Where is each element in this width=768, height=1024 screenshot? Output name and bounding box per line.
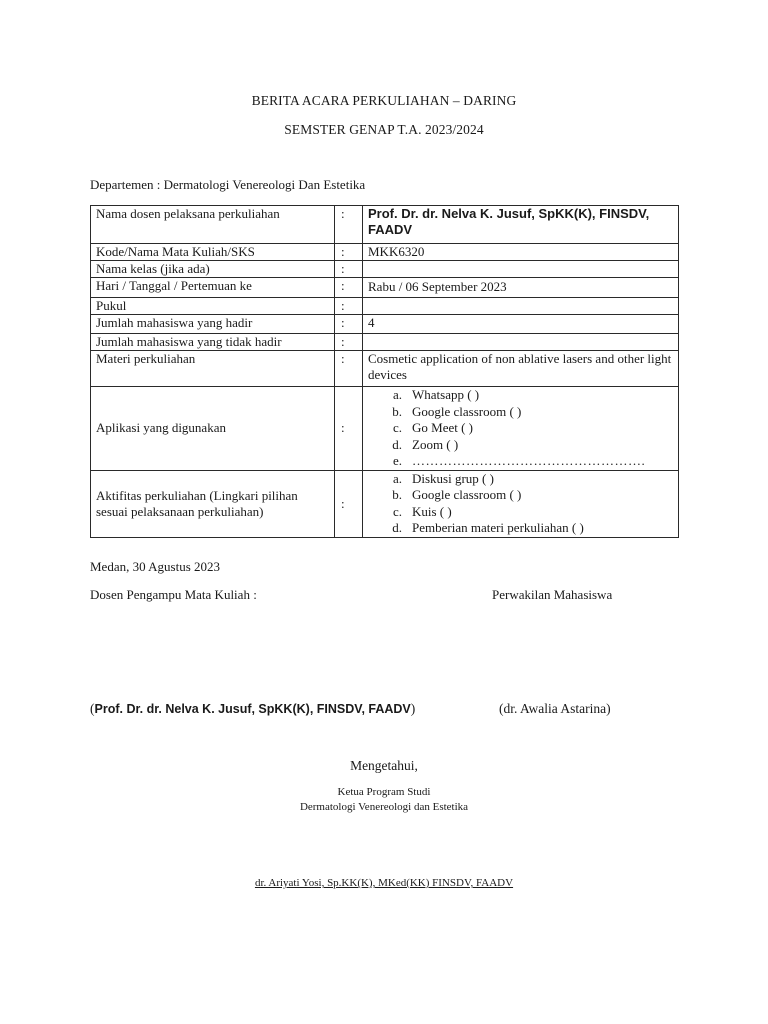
acknowledged-label: Mengetahui, <box>350 758 418 773</box>
row-colon: : <box>335 387 363 471</box>
list-item <box>368 387 673 404</box>
row-colon: : <box>335 244 363 261</box>
table-row <box>91 244 679 261</box>
application-options <box>363 387 679 471</box>
option-marker: b. <box>392 487 402 502</box>
semester-subtitle: SEMSTER GENAP T.A. 2023/2024 <box>284 122 484 137</box>
option-marker: c. <box>392 420 402 435</box>
lecturer-name-value: Prof. Dr. dr. Nelva K. Jusuf, SpKK(K), FINSDV, FAADV <box>363 206 679 244</box>
option-marker: d. <box>392 520 402 535</box>
row-colon: : <box>335 470 363 537</box>
list-item <box>368 520 673 537</box>
row-label: Nama dosen pelaksana perkuliahan <box>91 206 335 244</box>
row-colon: : <box>335 298 363 315</box>
row-label: Jumlah mahasiswa yang tidak hadir <box>91 334 335 351</box>
lecture-report-table <box>90 205 679 538</box>
option-whatsapp: Whatsapp ( ) <box>412 387 480 402</box>
program-head-title: Ketua Program Studi <box>337 786 431 798</box>
place-date: Medan, 30 Agustus 2023 <box>90 559 220 574</box>
option-marker: d. <box>392 436 402 452</box>
paren-open: ( <box>90 701 95 716</box>
row-label: Aplikasi yang digunakan <box>91 387 335 471</box>
table-row <box>91 387 679 471</box>
lecture-topic-value: Cosmetic application of non ablative lasers and other light devices <box>363 351 679 387</box>
row-label: Jumlah mahasiswa yang hadir <box>91 315 335 334</box>
row-label: Kode/Nama Mata Kuliah/SKS <box>91 244 335 261</box>
option-marker: a. <box>392 387 402 402</box>
table-row <box>91 278 679 298</box>
option-lecture-delivery: Pemberian materi perkuliahan ( ) <box>412 520 584 535</box>
option-marker: b. <box>392 403 402 419</box>
student-rep-signature-name: (dr. Awalia Astarina) <box>499 701 611 716</box>
program-head-name <box>0 877 768 889</box>
option-marker: c. <box>392 503 402 519</box>
row-colon: : <box>335 206 363 244</box>
list-item <box>368 504 673 521</box>
paren-close: ) <box>410 701 416 716</box>
row-colon: : <box>335 351 363 387</box>
list-item <box>368 404 673 421</box>
row-colon: : <box>335 334 363 351</box>
option-marker: e. <box>392 453 402 468</box>
table-row <box>91 315 679 334</box>
course-code-value: MKK6320 <box>363 244 679 261</box>
option-other-blank: ……………………………………………. <box>412 453 646 468</box>
table-row <box>91 351 679 387</box>
table-row <box>91 261 679 278</box>
table-row <box>91 334 679 351</box>
table-row <box>91 470 679 537</box>
table-row <box>91 206 679 244</box>
row-colon: : <box>335 278 363 298</box>
program-head-name-text: dr. Ariyati Yosi, Sp.KK(K), MKed(KK) FINSDV, FAADV <box>254 877 514 889</box>
class-name-value <box>363 261 679 278</box>
row-colon: : <box>335 315 363 334</box>
time-value <box>363 298 679 315</box>
attendance-count-value: 4 <box>363 315 679 334</box>
program-head-department: Dermatologi Venereologi dan Estetika <box>299 801 469 813</box>
document-title: BERITA ACARA PERKULIAHAN – DARING <box>251 93 517 108</box>
list-item <box>368 453 673 470</box>
option-google-classroom: Google classroom ( ) <box>412 403 522 419</box>
row-label: Hari / Tanggal / Pertemuan ke <box>91 278 335 298</box>
list-item <box>368 471 673 488</box>
list-item <box>368 420 673 437</box>
option-google-classroom: Google classroom ( ) <box>412 487 522 502</box>
row-label: Pukul <box>91 298 335 315</box>
row-label: Materi perkuliahan <box>91 351 335 387</box>
student-rep-role-label: Perwakilan Mahasiswa <box>492 587 613 602</box>
option-marker: a. <box>392 470 402 486</box>
department-label: Departemen : Dermatologi Venereologi Dan Estetika <box>90 177 366 192</box>
activity-options <box>363 470 679 537</box>
table-row <box>91 298 679 315</box>
lecturer-name: Prof. Dr. dr. Nelva K. Jusuf, SpKK(K), FINSDV, FAADV <box>94 702 411 716</box>
row-label: Nama kelas (jika ada) <box>91 261 335 278</box>
lecturer-signature-name <box>90 701 415 717</box>
option-go-meet: Go Meet ( ) <box>412 420 474 435</box>
lecturer-role-label: Dosen Pengampu Mata Kuliah : <box>90 587 257 602</box>
option-group-discussion: Diskusi grup ( ) <box>412 470 494 486</box>
row-label: Aktifitas perkuliahan (Lingkari pilihan sesuai pelaksanaan perkuliahan) <box>91 470 335 537</box>
row-colon: : <box>335 261 363 278</box>
list-item <box>368 437 673 454</box>
option-zoom: Zoom ( ) <box>412 436 459 452</box>
absent-count-value <box>363 334 679 351</box>
option-quiz: Kuis ( ) <box>412 503 452 519</box>
list-item <box>368 487 673 504</box>
date-value: Rabu / 06 September 2023 <box>363 278 679 298</box>
